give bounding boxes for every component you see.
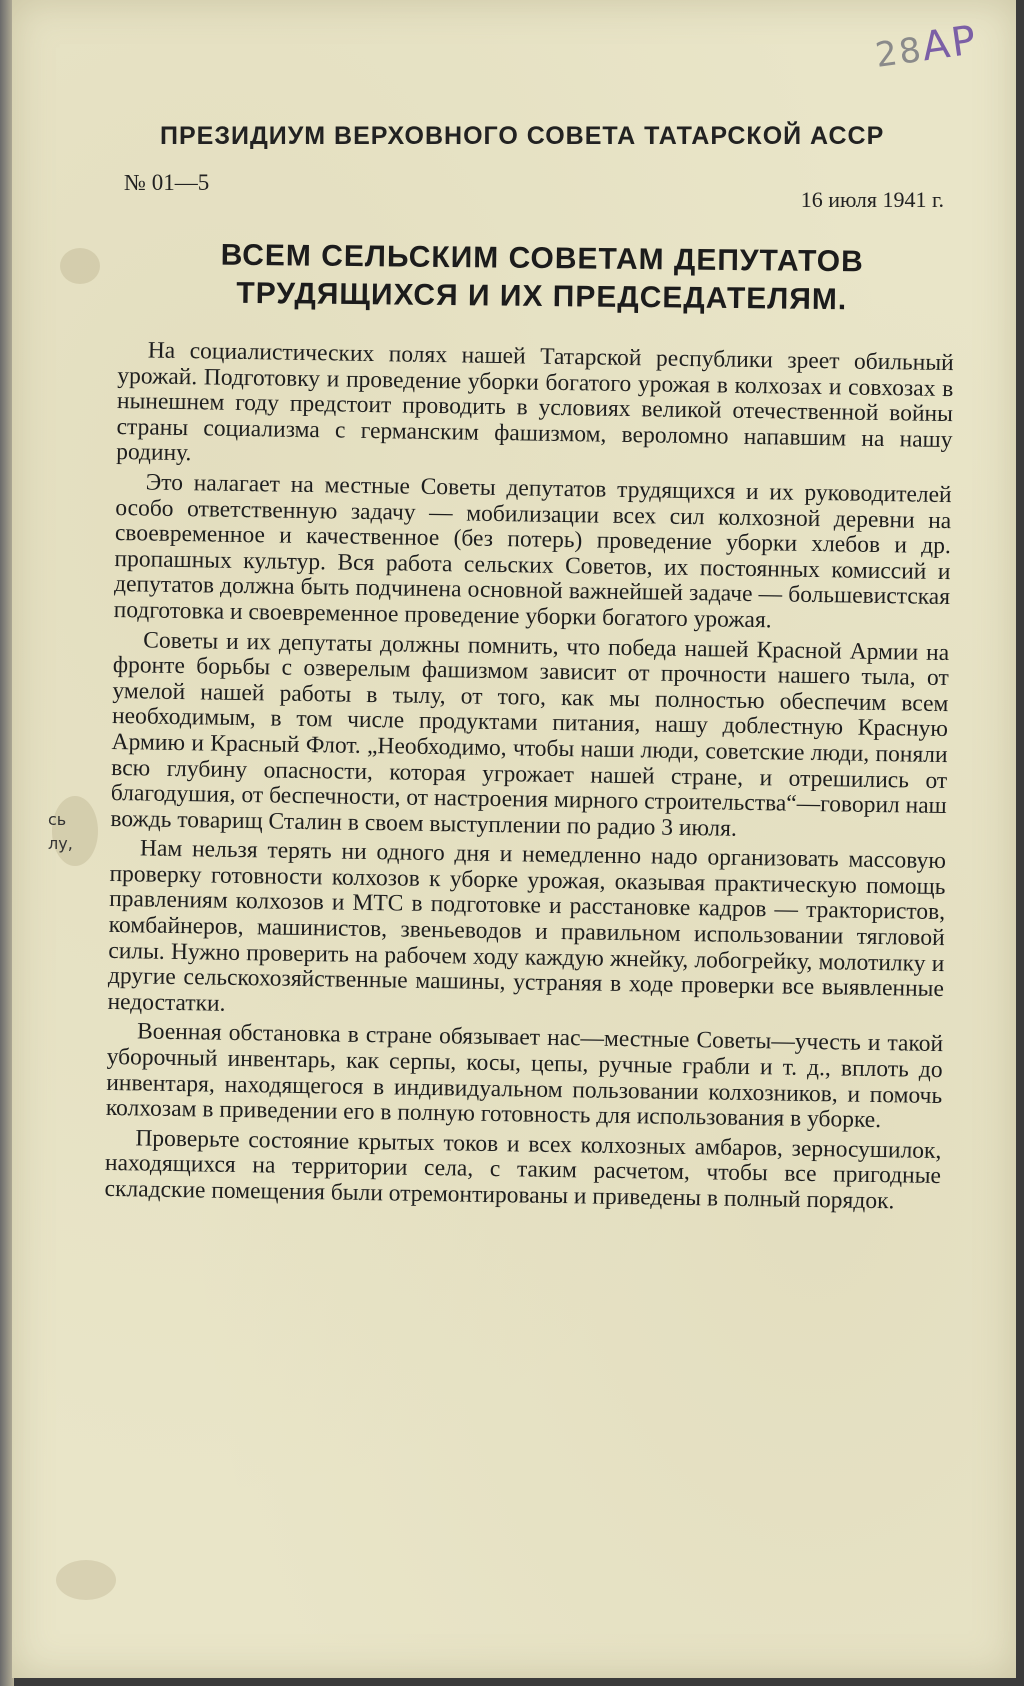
archive-stamp <box>873 17 981 77</box>
paragraph: Военная обстановка в стране обязывает нас—местные Советы—учесть и такой уборочный инвентарь, как серпы, косы, цепы, ручные грабли и т. д., вплоть до инвентаря, находящегося в индивидуальном пользовании колхозников, и помочь колхозам в приведении его в полную готовность для использования в уборке. <box>105 1018 944 1134</box>
title-line-2: ТРУДЯЩИХСЯ И ИХ ПРЕДСЕДАТЕЛЯМ. <box>236 276 848 317</box>
paragraph: Проверьте состояние крытых токов и всех колхозных амбаров, зерносушилок, находящихся на территории села, с таким расчетом, чтобы все пригодные складские помещения были отремонтированы и приведены в полный порядок. <box>104 1125 942 1215</box>
paragraph: Советы и их депутаты должны помнить, что победа нашей Красной Армии на фронте борьбы с озверелым фашизмом зависит от прочности нашего тыла, от умелой нашей работы в тылу, от того, как мы полностью обеспечим всем необходимым, в том числе продуктами питания, нашу доблестную Красную Армию и Красный Флот. „Необходимо, чтобы наши люди, советские люди, поняли всю глубину опасности, которая угрожает нашей стране, и отрешились от благодушия, от беспечности, от настроения мирного строительства“—говорил наш вождь товарищ Сталин в своем выступлении по радио 3 июля. <box>110 626 950 842</box>
archive-initials: АР <box>919 17 981 71</box>
paper-stain <box>56 1560 116 1600</box>
document-body <box>104 338 954 1220</box>
margin-note: лу, <box>48 834 73 853</box>
margin-note: сь <box>48 810 67 829</box>
issuing-organization: ПРЕЗИДИУМ ВЕРХОВНОГО СОВЕТА ТАТАРСКОЙ АССР <box>160 122 885 150</box>
paragraph: Нам нельзя терять ни одного дня и немедленно надо организовать массовую проверку готовности колхозов к уборке урожая, оказывая практическую помощь правлениям колхозов и МТС в подготовке и расстановке кадров — трактористов, комбайнеров, машинистов, звеньеводов и правильном использовании тягловой силы. Нужно проверить на рабочем ходу каждую жнейку, лобогрейку, молотилку и другие сельскохозяйственные машины, устраняя в ходе проверки все выявленные недостатки. <box>107 835 947 1017</box>
margin-notes <box>48 808 73 856</box>
document-title <box>172 236 913 320</box>
paragraph: Это налагает на местные Советы депутатов трудящихся и их руководителей особо ответственную задачу — мобилизации всех сил колхозной деревни на своевременное и качественное (без потерь) проведение уборки хлебов и др. пропашных культур. Вся работа сельских Советов, их постоянных комиссий и депутатов должна быть подчинена основной важнейшей задаче — большевистская подготовка и своевременное проведение уборки богатого урожая. <box>113 469 952 634</box>
document-page <box>12 0 1016 1678</box>
document-number: № 01—5 <box>124 170 210 195</box>
title-line-1: ВСЕМ СЕЛЬСКИМ СОВЕТАМ ДЕПУТАТОВ <box>220 238 864 279</box>
document-date: 16 июля 1941 г. <box>800 187 944 212</box>
paragraph: На социалистических полях нашей Татарской республики зреет обильный урожай. Подготовку и проведение уборки богатого урожая в колхозах и совхозах в нынешнем году предстоит проводить в условиях великой отечественной войны страны социализма с германским фашизмом, вероломно напавшим на нашу родину. <box>115 337 954 467</box>
archive-number: 28 <box>873 29 926 76</box>
paper-stain <box>60 248 100 284</box>
